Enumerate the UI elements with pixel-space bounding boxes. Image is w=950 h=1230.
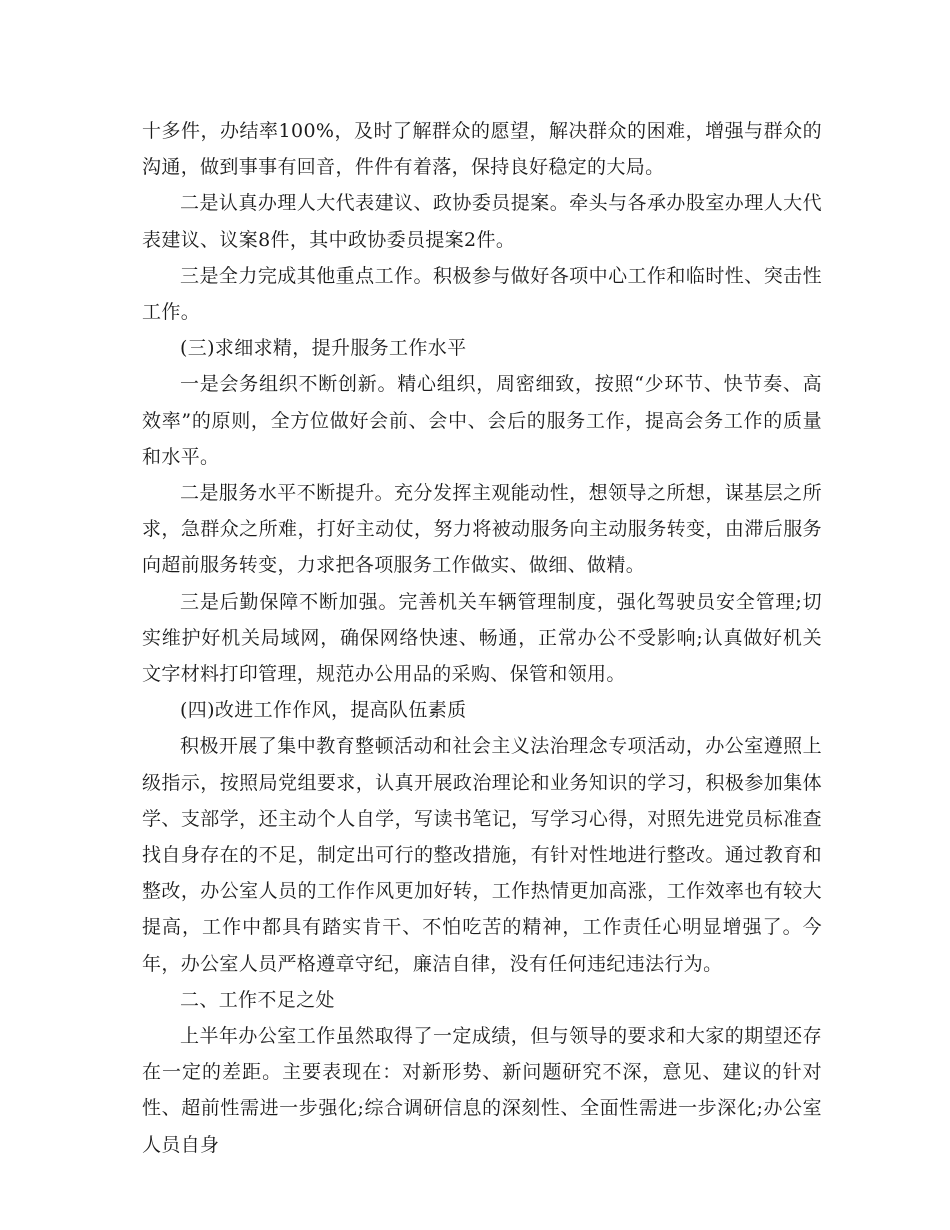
section-heading-4: (四)改进工作作风，提高队伍素质 xyxy=(180,699,467,722)
paragraph-logistics: 三是后勤保障不断加强。完善机关车辆管理制度，强化驾驶员安全管理;切实维护好机关局域网，确保网络快速、畅通，正常办公不受影响;认真做好机关文字材料打印管理，规范办公用品的采购、保管和领用。 xyxy=(142,590,822,686)
paragraph-meeting-organization: 一是会务组织不断创新。精心组织，周密细致，按照“少环节、快节奏、高效率”的原则，全方位做好会前、会中、会后的服务工作，提高会务工作的质量和水平。 xyxy=(142,373,822,468)
paragraph-work-style: 积极开展了集中教育整顿活动和社会主义法治理念专项活动，办公室遵照上级指示，按照局党组要求，认真开展政治理论和业务知识的学习，积极参加集体学、支部学，还主动个人自学，写读书笔记，写学习心得，对照先进党员标准查找自身存在的不足，制定出可行的整改措施，有针对性地进行整改。通过教育和整改，办公室人员的工作作风更加好转，工作热情更加高涨，工作效率也有较大提高，工作中都具有踏实肯干、不怕吃苦的精神，工作责任心明显增强了。今年，办公室人员严格遵章守纪，廉洁自律，没有任何违纪违法行为。 xyxy=(142,735,822,975)
section-heading-shortcomings: 二、工作不足之处 xyxy=(180,988,335,1011)
paragraph-service-level: 二是服务水平不断提升。充分发挥主观能动性，想领导之所想，谋基层之所求，急群众之所难，打好主动仗，努力将被动服务向主动服务转变，由滞后服务向超前服务转变，力求把各项服务工作做实、做细、做精。 xyxy=(142,482,822,577)
document-body xyxy=(142,113,822,1163)
section-heading-3: (三)求细求精，提升服务工作水平 xyxy=(180,337,467,360)
paragraph-continuation: 十多件，办结率100%，及时了解群众的愿望，解决群众的困难，增强与群众的沟通，做到事事有回音，件件有着落，保持良好稳定的大局。 xyxy=(142,120,822,179)
paragraph-shortcomings: 上半年办公室工作虽然取得了一定成绩，但与领导的要求和大家的期望还存在一定的差距。主要表现在：对新形势、新问题研究不深，意见、建议的针对性、超前性需进一步强化;综合调研信息的深刻性、全面性需进一步深化;办公室人员自身 xyxy=(142,1025,822,1156)
paragraph-npc-proposals: 二是认真办理人大代表建议、政协委员提案。牵头与各承办股室办理人大代表建议、议案8件，其中政协委员提案2件。 xyxy=(142,192,822,251)
paragraph-other-key-work: 三是全力完成其他重点工作。积极参与做好各项中心工作和临时性、突击性工作。 xyxy=(142,264,822,324)
